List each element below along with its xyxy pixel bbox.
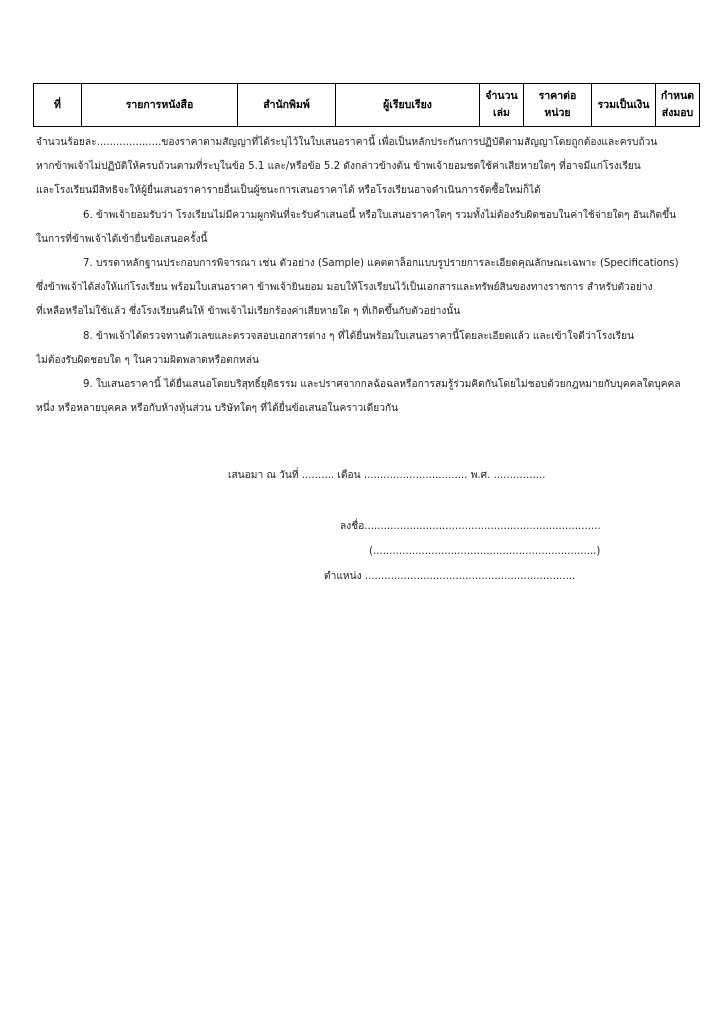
header-quantity-line1: จำนวน	[485, 90, 518, 102]
header-delivery	[656, 84, 700, 127]
body-line: ไม่ต้องรับผิดชอบใด ๆ ในความผิดพลาดหรือตกหล่น	[36, 354, 259, 366]
items-header-table	[33, 83, 700, 127]
clause-9: 9. ใบเสนอราคานี้ ได้ยื่นเสนอโดยบริสุทธิ์ยุติธรรม และปราศจากกลฉ้อฉลหรือการสมรู้ร่วมคิดกันโดยไม่ชอบด้วยกฎหมายกับบุคคลใดบุคคล	[83, 378, 681, 390]
header-delivery-line2: ส่งมอบ	[661, 107, 694, 119]
printed-name-line: (.....................................................................)	[369, 546, 601, 557]
header-total: รวมเป็นเงิน	[592, 84, 656, 127]
header-delivery-line1: กำหนด	[660, 90, 695, 102]
body-line: ที่เหลือหรือไม่ใช้แล้ว ซึ่งโรงเรียนคืนให้ ข้าพเจ้าไม่เรียกร้องค่าเสียหายใด ๆ ที่เกิดขึ้นกับตัวอย่างนั้น	[36, 306, 461, 318]
clause-7: 7. บรรดาหลักฐานประกอบการพิจารณา เช่น ตัวอย่าง (Sample) แคตตาล็อกแบบรูปรายการละเอียดคุณลักษณะเฉพาะ (Specifications)	[83, 257, 679, 269]
body-line: ในการที่ข้าพเจ้าได้เข้ายื่นข้อเสนอครั้งนี้	[36, 233, 208, 245]
terms-body	[36, 131, 700, 421]
date-line: เสนอมา ณ วันที่ .......... เดือน ................................ พ.ศ. ................	[228, 470, 546, 481]
signature-line: ลงชื่อ.........................................................................	[340, 521, 601, 532]
clause-6: 6. ข้าพเจ้ายอมรับว่า โรงเรียนไม่มีความผูกพันที่จะรับคำเสนอนี้ หรือใบเสนอราคาใดๆ รวมทั้งไม่ต้องรับผิดชอบในค่าใช้จ่ายใดๆ อันเกิดขึ้น	[83, 209, 677, 221]
header-no: ที่	[34, 84, 82, 127]
clause-8: 8. ข้าพเจ้าได้ตรวจทานตัวเลขและตรวจสอบเอกสารต่าง ๆ ที่ได้ยื่นพร้อมใบเสนอราคานี้โดยละเอียดแล้ว และเข้าใจดีว่าโรงเรียน	[83, 330, 635, 342]
body-line: หากข้าพเจ้าไม่ปฏิบัติให้ครบถ้วนตามที่ระบุในข้อ 5.1 และ/หรือข้อ 5.2 ดังกล่าวข้างต้น ข้าพเจ้ายอมชดใช้ค่าเสียหายใดๆ ที่อาจมีแก่โรงเรียน	[36, 161, 641, 173]
header-author: ผู้เรียบเรียง	[336, 84, 480, 127]
header-book-list: รายการหนังสือ	[82, 84, 238, 127]
body-line: ซึ่งข้าพเจ้าได้ส่งให้แก่โรงเรียน พร้อมใบเสนอราคา ข้าพเจ้ายินยอม มอบให้โรงเรียนไว้เป็นเอกสารและทรัพย์สินของทางราชการ สำหรับตัวอย่าง	[36, 282, 653, 294]
header-quantity-line2: เล่ม	[493, 107, 510, 119]
header-unit-price: ราคาต่อหน่วย	[524, 84, 592, 127]
body-line: และโรงเรียนมีสิทธิจะให้ผู้ยื่นเสนอราคารายอื่นเป็นผู้ชนะการเสนอราคาได้ หรือโรงเรียนอาจดำเนินการจัดซื้อใหม่ก็ได้	[36, 185, 541, 197]
body-line: หนึ่ง หรือหลายบุคคล หรือกับห้างหุ้นส่วน บริษัทใดๆ ที่ได้ยื่นข้อเสนอในคราวเดียวกัน	[36, 403, 399, 415]
header-publisher: สำนักพิมพ์	[238, 84, 336, 127]
position-line: ตำแหน่ง .................................................................	[324, 571, 576, 582]
header-quantity	[480, 84, 524, 127]
body-line: จำนวนร้อยละ....................ของราคาตามสัญญาที่ได้ระบุไว้ในใบเสนอราคานี้ เพื่อเป็นหลักประกันการปฏิบัติตามสัญญาโดยถูกต้องและครบถ้วน	[36, 137, 658, 148]
